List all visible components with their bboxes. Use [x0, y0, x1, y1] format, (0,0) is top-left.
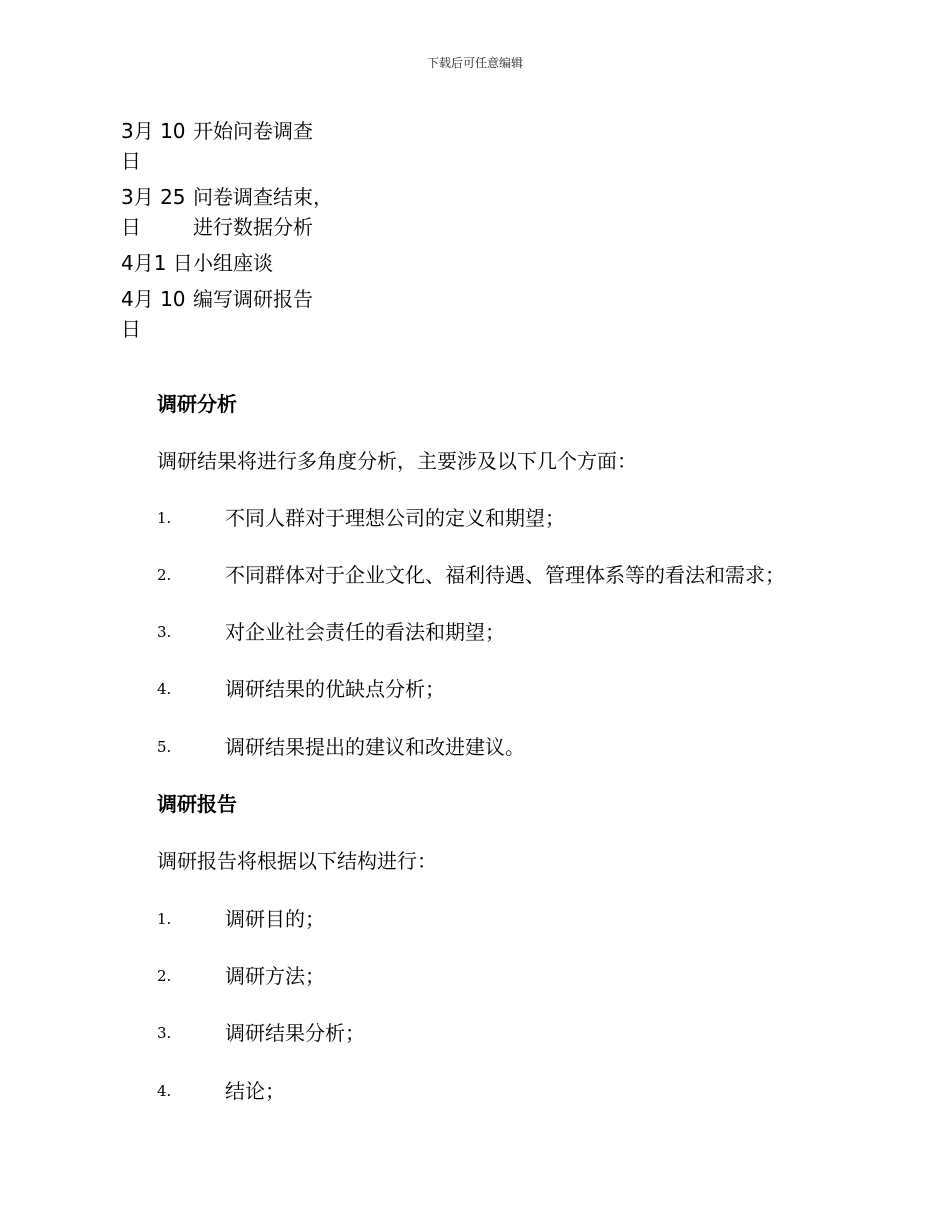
list-number: 3. [157, 1024, 172, 1042]
list-text: 结论； [225, 1079, 285, 1103]
list-item [157, 562, 785, 588]
list-text: 调研结果分析； [225, 1021, 365, 1045]
list-number: 5. [157, 738, 172, 756]
list-item [157, 906, 325, 932]
analysis-intro: 调研结果将进行多角度分析，主要涉及以下几个方面： [157, 449, 637, 473]
schedule-row [121, 284, 343, 344]
schedule-table [121, 116, 343, 350]
list-text: 调研结果提出的建议和改进建议。 [225, 735, 525, 759]
list-text: 不同人群对于理想公司的定义和期望； [225, 506, 565, 530]
page-header: 下载后可任意编辑 [426, 56, 523, 70]
list-number: 4. [157, 680, 172, 698]
list-item [157, 619, 505, 645]
schedule-row [121, 116, 343, 176]
list-number: 1. [157, 509, 172, 527]
list-number: 2. [157, 967, 172, 985]
list-item [157, 1078, 285, 1104]
schedule-row [121, 182, 343, 242]
schedule-event: 编写调研报告 [193, 287, 313, 311]
analysis-heading: 调研分析 [157, 392, 237, 416]
list-text: 对企业社会责任的看法和期望； [225, 620, 505, 644]
list-item [157, 505, 565, 531]
list-item [157, 963, 325, 989]
list-number: 3. [157, 623, 172, 641]
schedule-date: 3月 10日 [121, 119, 186, 173]
schedule-event: 小组座谈 [193, 251, 273, 275]
report-heading: 调研报告 [157, 792, 237, 816]
list-text: 调研方法； [225, 964, 325, 988]
schedule-date: 3月 25日 [121, 185, 186, 239]
list-number: 1. [157, 910, 172, 928]
report-intro: 调研报告将根据以下结构进行： [157, 849, 437, 873]
list-number: 2. [157, 566, 172, 584]
schedule-date: 4月 10日 [121, 287, 186, 341]
schedule-date: 4月1 日 [121, 251, 193, 275]
list-item [157, 1020, 365, 1046]
list-text: 不同群体对于企业文化、福利待遇、管理体系等的看法和需求； [225, 563, 785, 587]
list-item [157, 734, 525, 760]
list-item [157, 676, 445, 702]
list-number: 4. [157, 1082, 172, 1100]
list-text: 调研目的； [225, 907, 325, 931]
schedule-event: 开始问卷调查 [193, 119, 313, 143]
list-text: 调研结果的优缺点分析； [225, 677, 445, 701]
schedule-event: 问卷调查结束，进行数据分析 [193, 185, 333, 239]
schedule-row [121, 248, 343, 278]
